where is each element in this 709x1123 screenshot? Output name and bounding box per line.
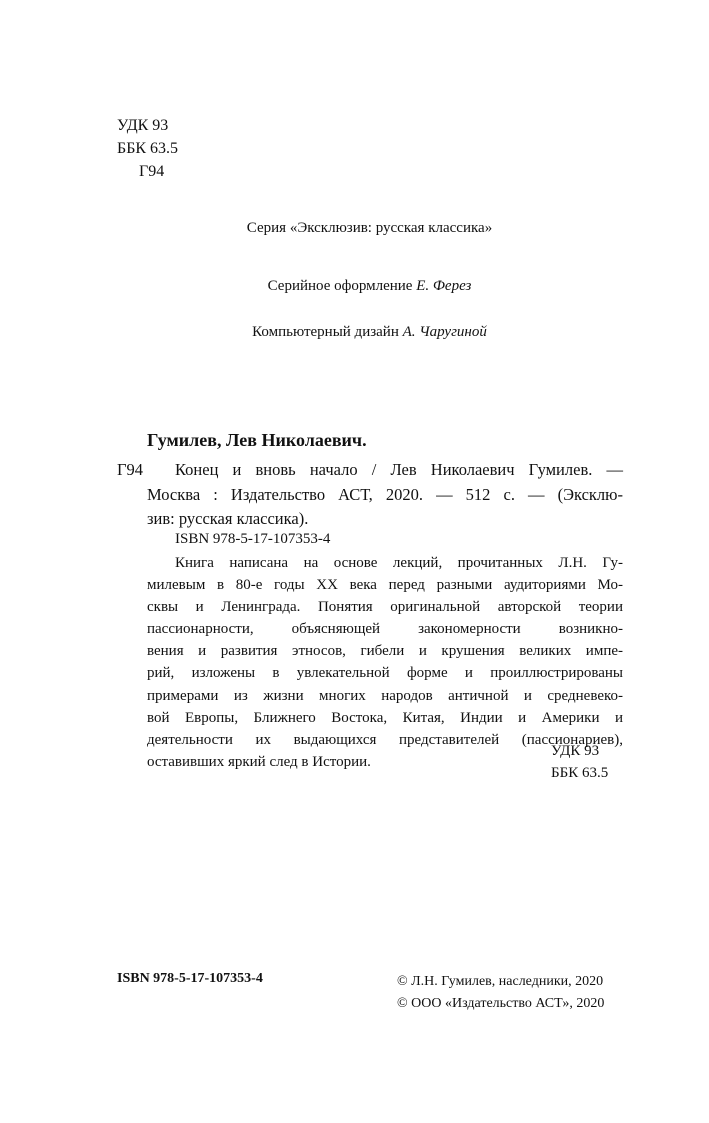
annotation-line: оставивших яркий след в Истории. [147,753,371,770]
udk-code: УДК 93 [117,117,169,134]
bbk-code: ББК 63.5 [551,765,609,781]
computer-design-credit [0,324,709,341]
annotation-line: сквы и Ленинграда. Понятия оригинальной авторской теории [147,599,623,616]
annotation-line: деятельности их выдающихся представителей (пассионариев), [147,731,623,748]
bbk-code: ББК 63.5 [117,140,179,157]
computer-design-label: Компьютерный дизайн [252,324,399,340]
footer-isbn: ISBN 978-5-17-107353-4 [117,971,263,986]
author-mark: Г94 [139,163,165,180]
bibliographic-code: Г94 [117,460,144,479]
serial-design-credit [0,278,709,295]
right-classification-codes [551,740,608,784]
annotation-line: пассионарности, объясняющей закономерности возникно- [147,621,623,638]
description-line: Москва : Издательство АСТ, 2020. — 512 с. — (Эксклю- [147,484,623,504]
series-line: Серия «Эксклюзив: русская классика» [246,220,493,236]
bibliographic-description [147,458,623,532]
annotation-line: вой Европы, Ближнего Востока, Китая, Индии и Америки и [147,709,623,726]
copyright-line: © Л.Н. Гумилев, наследники, 2020 [397,974,604,989]
annotation-line: Книга написана на основе лекций, прочитанных Л.Н. Гу- [175,555,623,571]
annotation-line: вения и развития этносов, гибели и крушения великих импе- [147,643,623,660]
copyright-line: © ООО «Издательство АСТ», 2020 [397,996,605,1011]
author-heading: Гумилев, Лев Николаевич. [147,430,367,450]
isbn-line: ISBN 978-5-17-107353-4 [175,531,331,547]
annotation-line: рий, изложены в увлекательной форме и проиллюстрированы [147,665,623,682]
copyright-block [397,971,604,1015]
serial-design-name: Е. Ферез [416,278,472,294]
annotation-line: примерами из жизни многих народов античной и средневеко- [147,687,623,704]
serial-design-label: Серийное оформление [267,278,413,294]
description-line: Конец и вновь начало / Лев Николаевич Гумилев. — [175,460,623,479]
udk-code: УДК 93 [551,743,600,759]
classification-codes [117,114,178,183]
description-line: зив: русская классика). [147,509,309,528]
computer-design-name: А. Чаругиной [402,324,487,340]
annotation-line: милевым в 80-е годы XX века перед разными аудиториями Мо- [147,577,623,594]
